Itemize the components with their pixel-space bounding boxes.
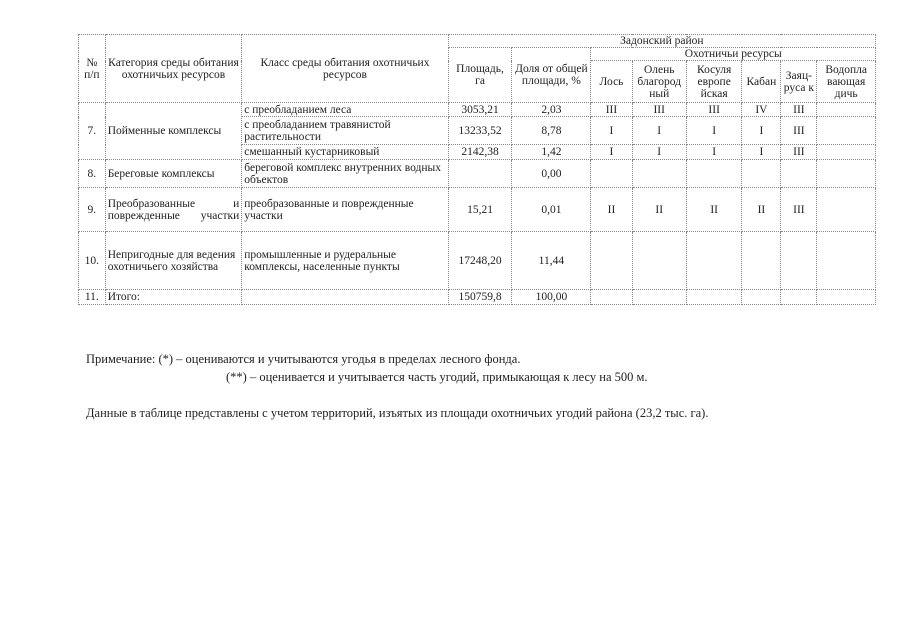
rating-cell: I [742,117,781,145]
rating-cell: II [742,188,781,232]
row-share: 100,00 [512,290,591,305]
rating-cell [817,160,876,188]
row-class: преобразованные и поврежденные участки [242,188,448,232]
header-species: Заяц-руса к [781,61,817,103]
rating-cell: II [632,188,686,232]
rating-cell [817,188,876,232]
header-species: Косуля европе йская [686,61,741,103]
rating-cell: I [742,145,781,160]
table-row [79,232,876,290]
rating-cell: I [591,145,632,160]
row-category: Непригодные для ведения охотничьего хозяйства [105,232,242,290]
rating-cell [591,160,632,188]
row-area: 17248,20 [448,232,512,290]
row-area: 13233,52 [448,117,512,145]
row-category: Береговые комплексы [105,160,242,188]
rating-cell: II [591,188,632,232]
rating-cell: III [686,103,741,117]
rating-cell [742,232,781,290]
row-class: промышленные и рудеральные комплексы, населенные пункты [242,232,448,290]
rating-cell [817,103,876,117]
note-line-1: Примечание: (*) – оцениваются и учитываются угодья в пределах лесного фонда. [86,352,521,366]
row-class: береговой комплекс внутренних водных объектов [242,160,448,188]
header-species: Водопла вающая дичь [817,61,876,103]
note-line-2: (**) – оценивается и учитывается часть угодий, примыкающая к лесу на 500 м. [226,370,648,384]
habitat-table [78,34,876,305]
header-species: Олень благород ный [632,61,686,103]
rating-cell: III [781,117,817,145]
row-class: с преобладанием травянистой растительности [242,117,448,145]
table-row [79,290,876,305]
table-row [79,188,876,232]
row-share: 8,78 [512,117,591,145]
row-class: с преобладанием леса [242,103,448,117]
row-category: Преобразованные и поврежденные участки [105,188,242,232]
row-area [448,160,512,188]
header-resources: Охотничьи ресурсы [591,48,876,61]
rating-cell [632,232,686,290]
row-share: 11,44 [512,232,591,290]
rating-cell: III [781,103,817,117]
rating-cell: III [781,188,817,232]
rating-cell [686,232,741,290]
header-category: Категория среды обитания охотничьих ресурсов [105,35,242,103]
header-species: Кабан [742,61,781,103]
header-share: Доля от общей площади, % [512,48,591,103]
row-category: Пойменные комплексы [105,103,242,160]
row-num: 11. [79,290,106,305]
rating-cell: I [632,117,686,145]
rating-cell [781,290,817,305]
row-share: 2,03 [512,103,591,117]
row-share: 0,01 [512,188,591,232]
note-line-3: Данные в таблице представлены с учетом территорий, изъятых из площади охотничьих угодий района (23,2 тыс. га). [86,406,709,420]
row-num: 9. [79,188,106,232]
rating-cell: III [781,145,817,160]
header-class: Класс среды обитания охотничьих ресурсов [242,35,448,103]
header-area: Площадь, га [448,48,512,103]
rating-cell: III [591,103,632,117]
rating-cell [817,117,876,145]
row-class [242,290,448,305]
row-category: Итого: [105,290,242,305]
row-share: 1,42 [512,145,591,160]
row-class: смешанный кустарниковый [242,145,448,160]
row-area: 3053,21 [448,103,512,117]
rating-cell: II [686,188,741,232]
rating-cell: I [591,117,632,145]
rating-cell: I [686,145,741,160]
notes-block [86,350,886,422]
rating-cell [632,290,686,305]
row-area: 2142,38 [448,145,512,160]
header-species: Лось [591,61,632,103]
row-num: 7. [79,103,106,160]
rating-cell [742,290,781,305]
rating-cell [591,290,632,305]
rating-cell [632,160,686,188]
rating-cell: I [632,145,686,160]
rating-cell [781,160,817,188]
rating-cell [817,290,876,305]
rating-cell [742,160,781,188]
rating-cell: IV [742,103,781,117]
row-share: 0,00 [512,160,591,188]
header-num: № п/п [79,35,106,103]
table-row [79,160,876,188]
rating-cell [686,290,741,305]
rating-cell [781,232,817,290]
row-area: 150759,8 [448,290,512,305]
row-num: 10. [79,232,106,290]
row-area: 15,21 [448,188,512,232]
rating-cell: III [632,103,686,117]
rating-cell [686,160,741,188]
table-row [79,103,876,117]
rating-cell [591,232,632,290]
header-district: Задонский район [448,35,875,48]
rating-cell [817,232,876,290]
rating-cell [817,145,876,160]
rating-cell: I [686,117,741,145]
row-num: 8. [79,160,106,188]
